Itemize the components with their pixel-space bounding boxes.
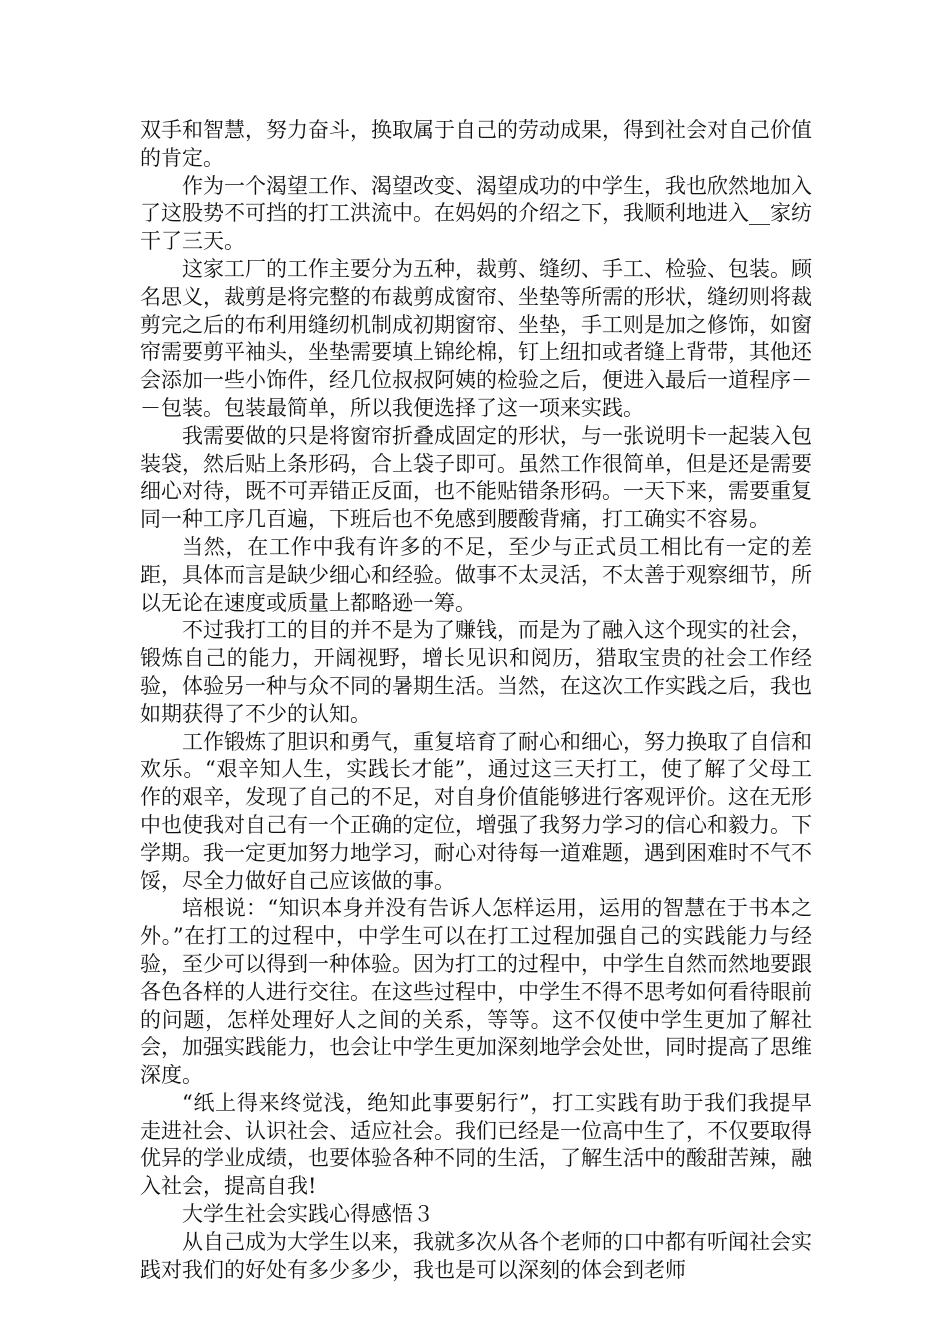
paragraph-6: 不过我打工的目的并不是为了赚钱，而是为了融入这个现实的社会，锻炼自己的能力，开阔视野，增长见识和阅历，猎取宝贵的社会工作经验，体验另一种与众不同的暑期生活。当然，在这次工作实践之后，我也如期获得了不少的认知。 xyxy=(140,618,812,726)
section-heading: 大学生社会实践心得感悟３ xyxy=(182,1202,434,1227)
paragraph-8: 培根说：“知识本身并没有告诉人怎样运用，运用的智慧在于书本之外。”在打工的过程中，中学生可以在打工过程加强自己的实践能力与经验，至少可以得到一种体验。因为打工的过程中，中学生自然而然地要跟各色各样的人进行交往。在这些过程中，中学生不得不思考如何看待眼前的问题，怎样处理好人之间的关系，等等。这不仅使中学生更加了解社会，加强实践能力，也会让中学生更加深刻地学会处世，同时提高了思维深度。 xyxy=(140,896,812,1088)
paragraph-7: 工作锻炼了胆识和勇气，重复培育了耐心和细心，努力换取了自信和欢乐。“艰辛知人生，实践长才能”，通过这三天打工，使了解了父母工作的艰辛，发现了自己的不足，对自身价值能够进行客观评价。这在无形中也使我对自己有一个正确的定位，增强了我努力学习的信心和毅力。下学期。我一定更加努力地学习，耐心对待每一道难题，遇到困难时不气不馁，尽全力做好自己应该做的事。 xyxy=(140,729,812,893)
paragraph-10: 从自己成为大学生以来，我就多次从各个老师的口中都有听闻社会实践对我们的好处有多少多少，我也是可以深刻的体会到老师 xyxy=(140,1229,812,1282)
paragraph-2: 作为一个渴望工作、渴望改变、渴望成功的中学生，我也欣然地加入了这股势不可挡的打工洪流中。在妈妈的介绍之下，我顺利地进入__家纺干了三天。 xyxy=(140,173,812,254)
paragraph-3: 这家工厂的工作主要分为五种，裁剪、缝纫、手工、检验、包装。顾名思义，裁剪是将完整的布裁剪成窗帘、坐垫等所需的形状，缝纫则将裁剪完之后的布利用缝纫机制成初期窗帘、坐垫，手工则是加之修饰，如窗帘需要剪平袖头，坐垫需要填上锦纶棉，钉上纽扣或者缝上背带，其他还会添加一些小饰件，经几位叔叔阿姨的检验之后，便进入最后一道程序－－包装。包装最简单，所以我便选择了这一项来实践。 xyxy=(140,256,812,420)
paragraph-1: 双手和智慧，努力奋斗，换取属于自己的劳动成果，得到社会对自己价值的肯定。 xyxy=(140,118,812,170)
paragraph-9: “纸上得来终觉浅，绝知此事要躬行”，打工实践有助于我们我提早走进社会、认识社会、适应社会。我们已经是一位高中生了，不仅要取得优异的学业成绩，也要体验各种不同的生活，了解生活中的酸甜苦辣，融入社会，提高自我! xyxy=(140,1090,812,1199)
paragraph-4: 我需要做的只是将窗帘折叠成固定的形状，与一张说明卡一起装入包装袋，然后贴上条形码，合上袋子即可。虽然工作很简单，但是还是需要细心对待，既不可弄错正反面，也不能贴错条形码。一天下来，需要重复同一种工序几百遍，下班后也不免感到腰酸背痛，打工确实不容易。 xyxy=(140,423,812,532)
paragraph-5: 当然，在工作中我有许多的不足，至少与正式员工相比有一定的差距，具体而言是缺少细心和经验。做事不太灵活，不太善于观察细节，所以无论在速度或质量上都略逊一筹。 xyxy=(140,534,812,615)
document-page xyxy=(140,117,812,1284)
